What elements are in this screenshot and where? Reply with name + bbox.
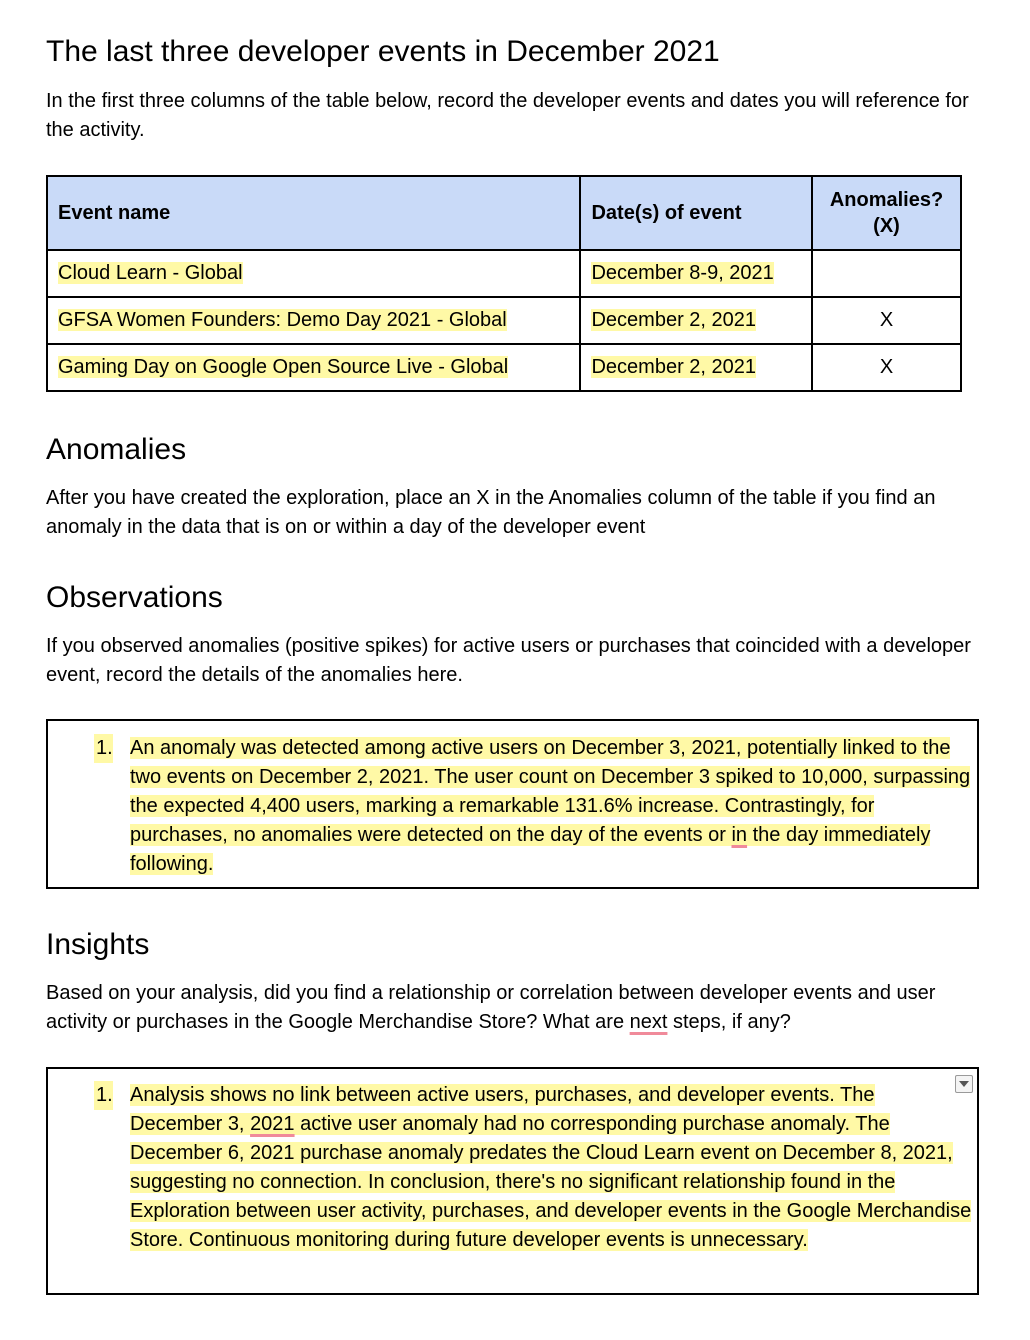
page-title: The last three developer events in December 2021 xyxy=(46,35,720,68)
spellcheck-flag: 2021 xyxy=(250,1113,295,1135)
event-name-cell[interactable]: Gaming Day on Google Open Source Live - Global xyxy=(47,344,580,391)
insights-heading: Insights xyxy=(46,928,150,961)
event-name-cell[interactable]: Cloud Learn - Global xyxy=(47,250,580,297)
observations-answer-text[interactable]: An anomaly was detected among active users on December 3, 2021, potentially linked to the two events on December 2, 2021. The user count on December 3 spiked to 10,000, surpassing the expected 4,400 users, marking a remarkable 131.6% increase. Contrastingly, for purchases, no anomalies were detected on the day of the events or in the day immediately following. xyxy=(130,737,971,875)
header-dates: Date(s) of event xyxy=(580,176,812,250)
observations-heading: Observations xyxy=(46,581,223,614)
anomalies-heading: Anomalies xyxy=(46,433,187,466)
event-date-cell[interactable]: December 2, 2021 xyxy=(580,344,812,391)
event-name-cell[interactable]: GFSA Women Founders: Demo Day 2021 - Global xyxy=(47,297,580,344)
spellcheck-flag: in xyxy=(731,824,748,846)
events-table xyxy=(46,175,962,392)
anomaly-cell[interactable]: X xyxy=(812,297,961,344)
insights-paragraph: Based on your analysis, did you find a relationship or correlation between developer events and user activity or purchases in the Google Merchandise Store? What are next steps, if any? xyxy=(46,982,936,1033)
list-number: 1. xyxy=(94,1081,113,1110)
anomaly-cell[interactable]: X xyxy=(812,344,961,391)
intro-paragraph: In the first three columns of the table below, record the developer events and dates you will reference for the activity. xyxy=(46,90,969,141)
insights-answer-text[interactable]: Analysis shows no link between active users, purchases, and developer events. The December 3, 2021 active user anomaly had no corresponding purchase anomaly. The December 6, 2021 purchase anomaly predates the Cloud Learn event on December 8, 2021, suggesting no connection. In conclusion, there's no significant relationship found in the Exploration between user activity, purchases, and developer events in the Google Merchandise Store. Continuous monitoring during future developer events is unnecessary. xyxy=(130,1084,972,1251)
list-number: 1. xyxy=(94,734,113,763)
insights-answer-box[interactable] xyxy=(46,1067,979,1295)
anomaly-cell[interactable] xyxy=(812,250,961,297)
table-row xyxy=(47,250,961,297)
table-header-row xyxy=(47,176,961,250)
header-anomalies: Anomalies? (X) xyxy=(812,176,961,250)
event-date-cell[interactable]: December 2, 2021 xyxy=(580,297,812,344)
anomalies-paragraph: After you have created the exploration, place an X in the Anomalies column of the table if you find an anomaly in the data that is on or within a day of the developer event xyxy=(46,487,936,538)
table-row xyxy=(47,297,961,344)
table-row xyxy=(47,344,961,391)
observations-paragraph: If you observed anomalies (positive spikes) for active users or purchases that coincided with a developer event, record the details of the anomalies here. xyxy=(46,635,971,686)
event-date-cell[interactable]: December 8-9, 2021 xyxy=(580,250,812,297)
spellcheck-flag: next xyxy=(629,1011,668,1033)
header-event-name: Event name xyxy=(47,176,580,250)
observations-answer-box[interactable] xyxy=(46,719,979,889)
